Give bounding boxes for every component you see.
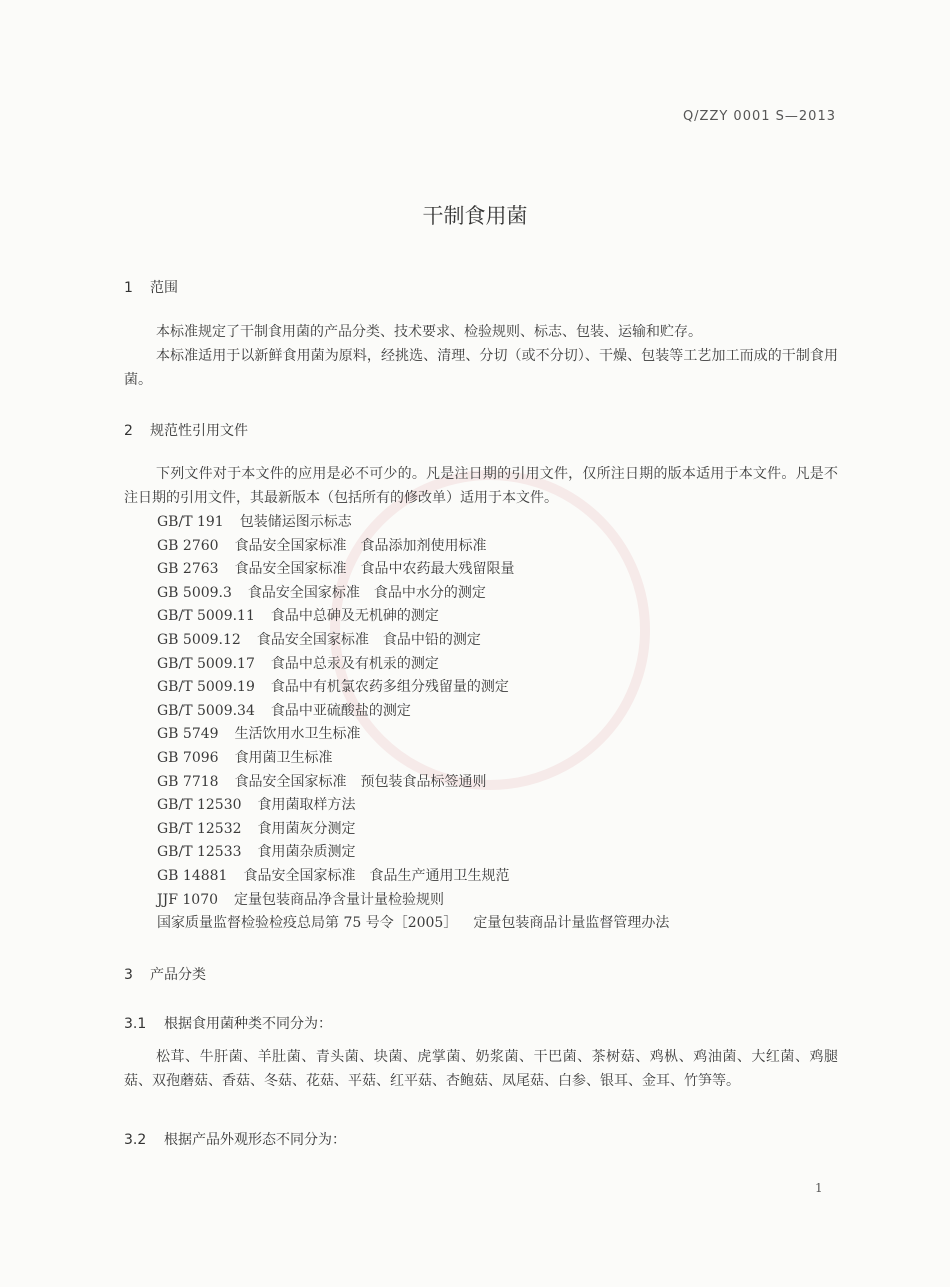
reference-title: 食品安全国家标准 食品中铅的测定 — [256, 631, 481, 648]
reference-title: 包装储运图示标志 — [239, 514, 352, 530]
subsection-heading-3-1 — [124, 1013, 332, 1033]
section-heading-classification — [124, 964, 206, 984]
reference-item — [157, 700, 669, 724]
reference-title: 食品安全国家标准 预包装食品标签通则 — [234, 773, 487, 790]
document-title: 干制食用菌 — [422, 204, 528, 228]
reference-item — [157, 558, 669, 582]
reference-item — [157, 582, 669, 606]
scope-paragraph-2: 本标准适用于以新鲜食用菌为原料，经挑选、清理、分切（或不分切）、干燥、包装等工艺加工而成的干制食用菌。 — [124, 348, 838, 388]
reference-code: GB 14881 — [157, 867, 228, 884]
section-number: 3 — [124, 967, 133, 983]
reference-title: 食用菌灰分测定 — [257, 820, 356, 837]
subsection-number: 3.1 — [124, 1016, 147, 1032]
reference-item — [157, 818, 669, 842]
reference-title: 定量包装商品净含量计量检验规则 — [234, 891, 445, 908]
subsection-number: 3.2 — [124, 1132, 147, 1148]
classification-species-paragraph: 松茸、牛肝菌、羊肚菌、青头菌、块菌、虎掌菌、奶浆菌、干巴菌、茶树菇、鸡枞、鸡油菌、大红菌、鸡腿菇、双孢蘑菇、香菇、冬菇、花菇、平菇、红平菇、杏鲍菇、凤尾菇、白参、银耳、金耳、竹笋等。 — [124, 1049, 838, 1089]
reference-code: GB/T 5009.11 — [157, 608, 255, 625]
reference-item — [157, 794, 669, 818]
reference-code: GB 5749 — [157, 726, 219, 743]
reference-item — [157, 535, 669, 559]
reference-list — [157, 511, 669, 936]
reference-code: GB 2763 — [157, 561, 219, 578]
reference-title: 食用菌取样方法 — [257, 797, 356, 814]
reference-code: GB/T 12530 — [157, 797, 242, 814]
reference-title: 食品中亚硫酸盐的测定 — [270, 702, 411, 719]
reference-code: GB/T 12533 — [157, 844, 242, 861]
document-code: Q/ZZY 0001 S—2013 — [682, 109, 836, 124]
reference-title: 食用菌杂质测定 — [257, 844, 356, 861]
section-title: 产品分类 — [150, 967, 206, 983]
reference-title: 食品中有机氯农药多组分残留量的测定 — [270, 679, 509, 696]
subsection-title: 根据产品外观形态不同分为： — [164, 1132, 346, 1148]
page-number: 1 — [815, 1181, 823, 1195]
reference-code: GB 5009.3 — [157, 584, 232, 601]
reference-item — [157, 629, 669, 653]
section-title: 范围 — [150, 280, 178, 296]
reference-code: JJF 1070 — [157, 891, 219, 908]
reference-item — [157, 771, 669, 795]
reference-title: 食品中总汞及有机汞的测定 — [270, 655, 439, 672]
reference-item — [157, 747, 669, 771]
scope-paragraph-1: 本标准规定了干制食用菌的产品分类、技术要求、检验规则、标志、包装、运输和贮存。 — [156, 324, 702, 340]
subsection-heading-3-2 — [124, 1129, 346, 1149]
reference-title: 食品安全国家标准 食品中农药最大残留限量 — [234, 561, 515, 578]
subsection-title: 根据食用菌种类不同分为： — [164, 1016, 332, 1032]
reference-title: 定量包装商品计量监督管理办法 — [473, 915, 670, 932]
reference-code: GB/T 5009.34 — [157, 702, 255, 719]
reference-item — [157, 653, 669, 677]
reference-title: 食品安全国家标准 食品添加剂使用标准 — [234, 537, 487, 554]
reference-code: GB 7718 — [157, 773, 219, 790]
reference-code: GB 7096 — [157, 749, 219, 766]
reference-title: 生活饮用水卫生标准 — [234, 726, 361, 743]
reference-item — [157, 605, 669, 629]
reference-item — [157, 912, 669, 936]
reference-title: 食品安全国家标准 食品生产通用卫生规范 — [243, 867, 510, 884]
reference-item — [157, 865, 669, 889]
section-title: 规范性引用文件 — [150, 423, 248, 439]
reference-code: 国家质量监督检验检疫总局第 75 号令［2005］ — [157, 915, 458, 932]
references-intro: 下列文件对于本文件的应用是必不可少的。凡是注日期的引用文件，仅所注日期的版本适用于本文件。凡是不注日期的引用文件，其最新版本（包括所有的修改单）适用于本文件。 — [124, 466, 838, 506]
reference-item — [157, 511, 669, 535]
reference-code: GB 5009.12 — [157, 631, 241, 648]
section-number: 1 — [124, 280, 133, 296]
reference-title: 食品安全国家标准 食品中水分的测定 — [247, 584, 486, 601]
reference-code: GB 2760 — [157, 537, 219, 554]
reference-item — [157, 889, 669, 913]
reference-title: 食用菌卫生标准 — [234, 749, 333, 766]
reference-item — [157, 841, 669, 865]
section-number: 2 — [124, 423, 133, 439]
reference-code: GB/T 5009.17 — [157, 655, 255, 672]
reference-code: GB/T 191 — [157, 514, 224, 530]
reference-code: GB/T 5009.19 — [157, 679, 255, 696]
section-heading-references — [124, 420, 248, 440]
reference-title: 食品中总砷及无机砷的测定 — [270, 608, 439, 625]
reference-item — [157, 676, 669, 700]
section-heading-scope — [124, 277, 178, 297]
reference-code: GB/T 12532 — [157, 820, 242, 837]
reference-item — [157, 723, 669, 747]
